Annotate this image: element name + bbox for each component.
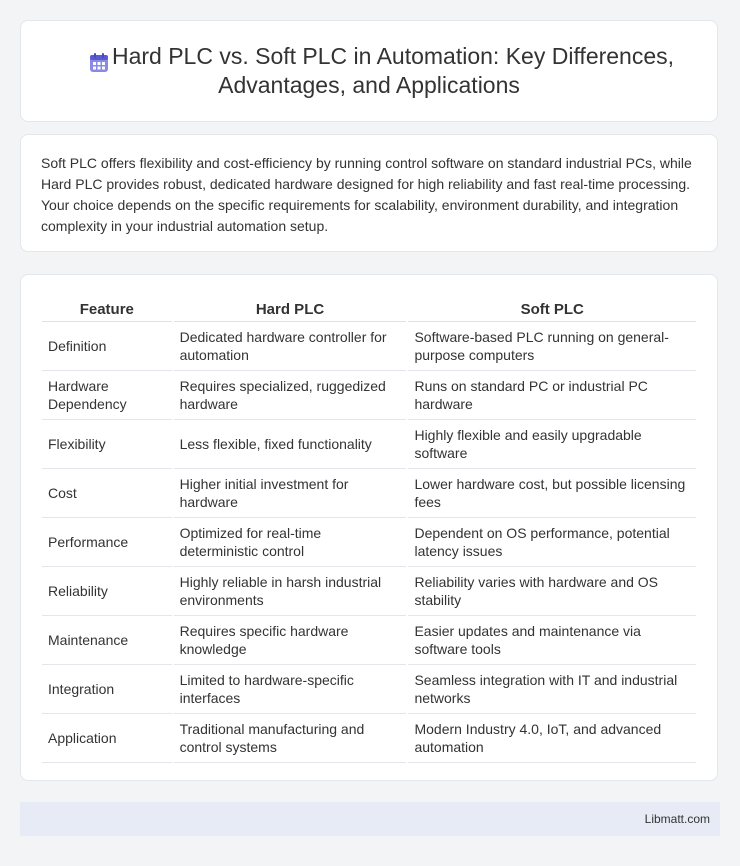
header-soft-plc: Soft PLC [408,295,696,322]
table-header-row [42,295,696,322]
header-feature: Feature [42,295,172,322]
footer-brand-link[interactable]: Libmatt.com [644,812,710,826]
table-row [42,665,696,714]
soft-plc-cell: Seamless integration with IT and industrial networks [408,665,696,714]
table-row [42,371,696,420]
title-card [20,20,718,122]
hard-plc-cell: Highly reliable in harsh industrial environments [174,567,407,616]
feature-cell: Integration [42,665,172,714]
title-wrap [49,42,689,100]
hard-plc-cell: Requires specialized, ruggedized hardware [174,371,407,420]
table-row [42,616,696,665]
feature-cell: Application [42,714,172,763]
header-hard-plc: Hard PLC [174,295,407,322]
feature-cell: Flexibility [42,420,172,469]
soft-plc-cell: Software-based PLC running on general-purpose computers [408,322,696,371]
summary-text: Soft PLC offers flexibility and cost-efficiency by running control software on standard industrial PCs, while Hard PLC provides robust, dedicated hardware designed for high reliability and fast real-time processing. Your choice depends on the specific requirements for scalability, environment durability, and integration complexity in your industrial automation setup. [41,155,692,234]
soft-plc-cell: Dependent on OS performance, potential latency issues [408,518,696,567]
feature-cell: Maintenance [42,616,172,665]
table-row [42,714,696,763]
soft-plc-cell: Lower hardware cost, but possible licensing fees [408,469,696,518]
table-row [42,420,696,469]
soft-plc-cell: Runs on standard PC or industrial PC hardware [408,371,696,420]
hard-plc-cell: Optimized for real-time deterministic control [174,518,407,567]
soft-plc-cell: Easier updates and maintenance via software tools [408,616,696,665]
page-title: Hard PLC vs. Soft PLC in Automation: Key Differences, Advantages, and Applications [111,43,675,98]
footer [20,802,720,836]
comparison-table-card [20,274,718,781]
hard-plc-cell: Traditional manufacturing and control systems [174,714,407,763]
hard-plc-cell: Requires specific hardware knowledge [174,616,407,665]
hard-plc-cell: Dedicated hardware controller for automation [174,322,407,371]
soft-plc-cell: Highly flexible and easily upgradable software [408,420,696,469]
hard-plc-cell: Higher initial investment for hardware [174,469,407,518]
table-row [42,322,696,371]
comparison-table [40,295,698,763]
table-row [42,518,696,567]
calendar-icon [89,53,109,73]
hard-plc-cell: Less flexible, fixed functionality [174,420,407,469]
feature-cell: Performance [42,518,172,567]
soft-plc-cell: Reliability varies with hardware and OS stability [408,567,696,616]
feature-cell: Reliability [42,567,172,616]
feature-cell: Hardware Dependency [42,371,172,420]
summary-card [20,134,718,252]
table-row [42,469,696,518]
hard-plc-cell: Limited to hardware-specific interfaces [174,665,407,714]
table-row [42,567,696,616]
feature-cell: Definition [42,322,172,371]
soft-plc-cell: Modern Industry 4.0, IoT, and advanced automation [408,714,696,763]
feature-cell: Cost [42,469,172,518]
